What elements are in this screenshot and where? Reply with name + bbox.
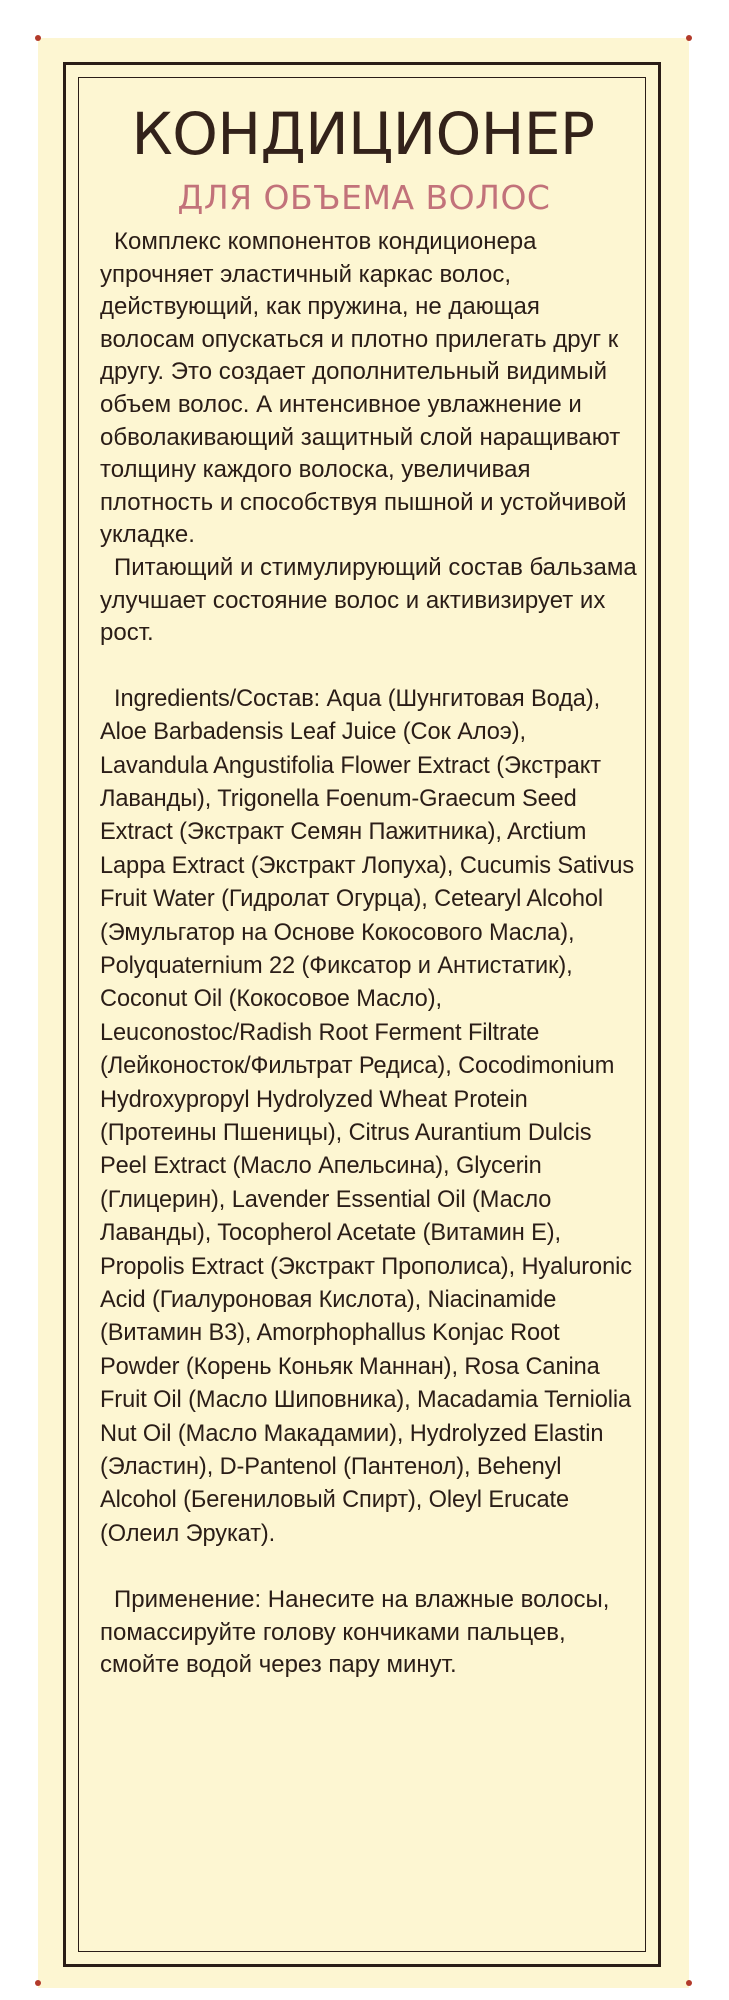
corner-mark-bottom-right: [686, 1980, 692, 1986]
usage-instructions: Применение: Нанесите на влажные волосы, помассируйте голову кончиками пальцев, смойте водой через пару минут.: [100, 1586, 610, 1679]
corner-mark-top-right: [686, 35, 692, 41]
description-paragraph-1: Комплекс компонентов кондиционера упрочняет эластичный каркас волос, действующий, как пружина, не дающая волосам опускаться и плотно прилегать друг к другу. Это создает дополнительный видимый объем волос. А интенсивное увлажнение и обволакивающий защитный слой наращивают толщину каждого волоска, увеличивая плотность и способствуя пышной и устойчивой укладке.: [100, 228, 627, 549]
spacer: [100, 1551, 640, 1584]
description-paragraph-2: Питающий и стимулирующий состав бальзама улучшает состояние волос и активизирует их рост.: [100, 553, 637, 647]
label-content: [100, 90, 640, 1682]
corner-mark-top-left: [35, 35, 41, 41]
product-subtitle: ДЛЯ ОБЪЕМА ВОЛОС: [177, 178, 551, 217]
corner-mark-bottom-left: [35, 1980, 41, 1986]
spacer: [100, 650, 640, 683]
ingredients-list: Ingredients/Состав: Aqua (Шунгитовая Вода), Aloe Barbadensis Leaf Juice (Сок Алоэ), Lavandula Angustifolia Flower Extract (Экстракт Лаванды), Trigonella Foenum-Graecum Seed Extract (Экстракт Семян Пажитника), Arctium Lappa Extract (Экстракт Лопуха), Cucumis Sativus Fruit Water (Гидролат Огурца), Cetearyl Alcohol (Эмульгатор на Основе Кокосового Масла), Polyquaternium 22 (Фиксатор и Антистатик), Coconut Oil (Кокосовое Масло), Leuconostoc/Radish Root Ferment Filtrate (Лейконосток/Фильтрат Редиса), Cocodimonium Hydroxypropyl Hydrolyzed Wheat Protein (Протеины Пшеницы), Citrus Aurantium Dulcis Peel Extract (Масло Апельсина), Glycerin (Глицерин), Lavender Essential Oil (Масло Лаванды), Tocopherol Acetate (Витамин Е), Propolis Extract (Экстракт Прополиса), Hyaluronic Acid (Гиалуроновая Кислота), Niacinamide (Витамин В3), Amorphophallus Konjac Root Powder (Корень Коньяк Маннан), Rosa Canina Fruit Oil (Масло Шиповника), Macadamia Terniolia Nut Oil (Масло Макадамии), Hydrolyzed Elastin (Эластин), D-Pantenol (Пантенол), Behenyl Alcohol (Бегениловый Спирт), Oleyl Erucate (Олеил Эрукат).: [100, 685, 635, 1547]
product-title: КОНДИЦИОНЕР: [131, 100, 595, 168]
